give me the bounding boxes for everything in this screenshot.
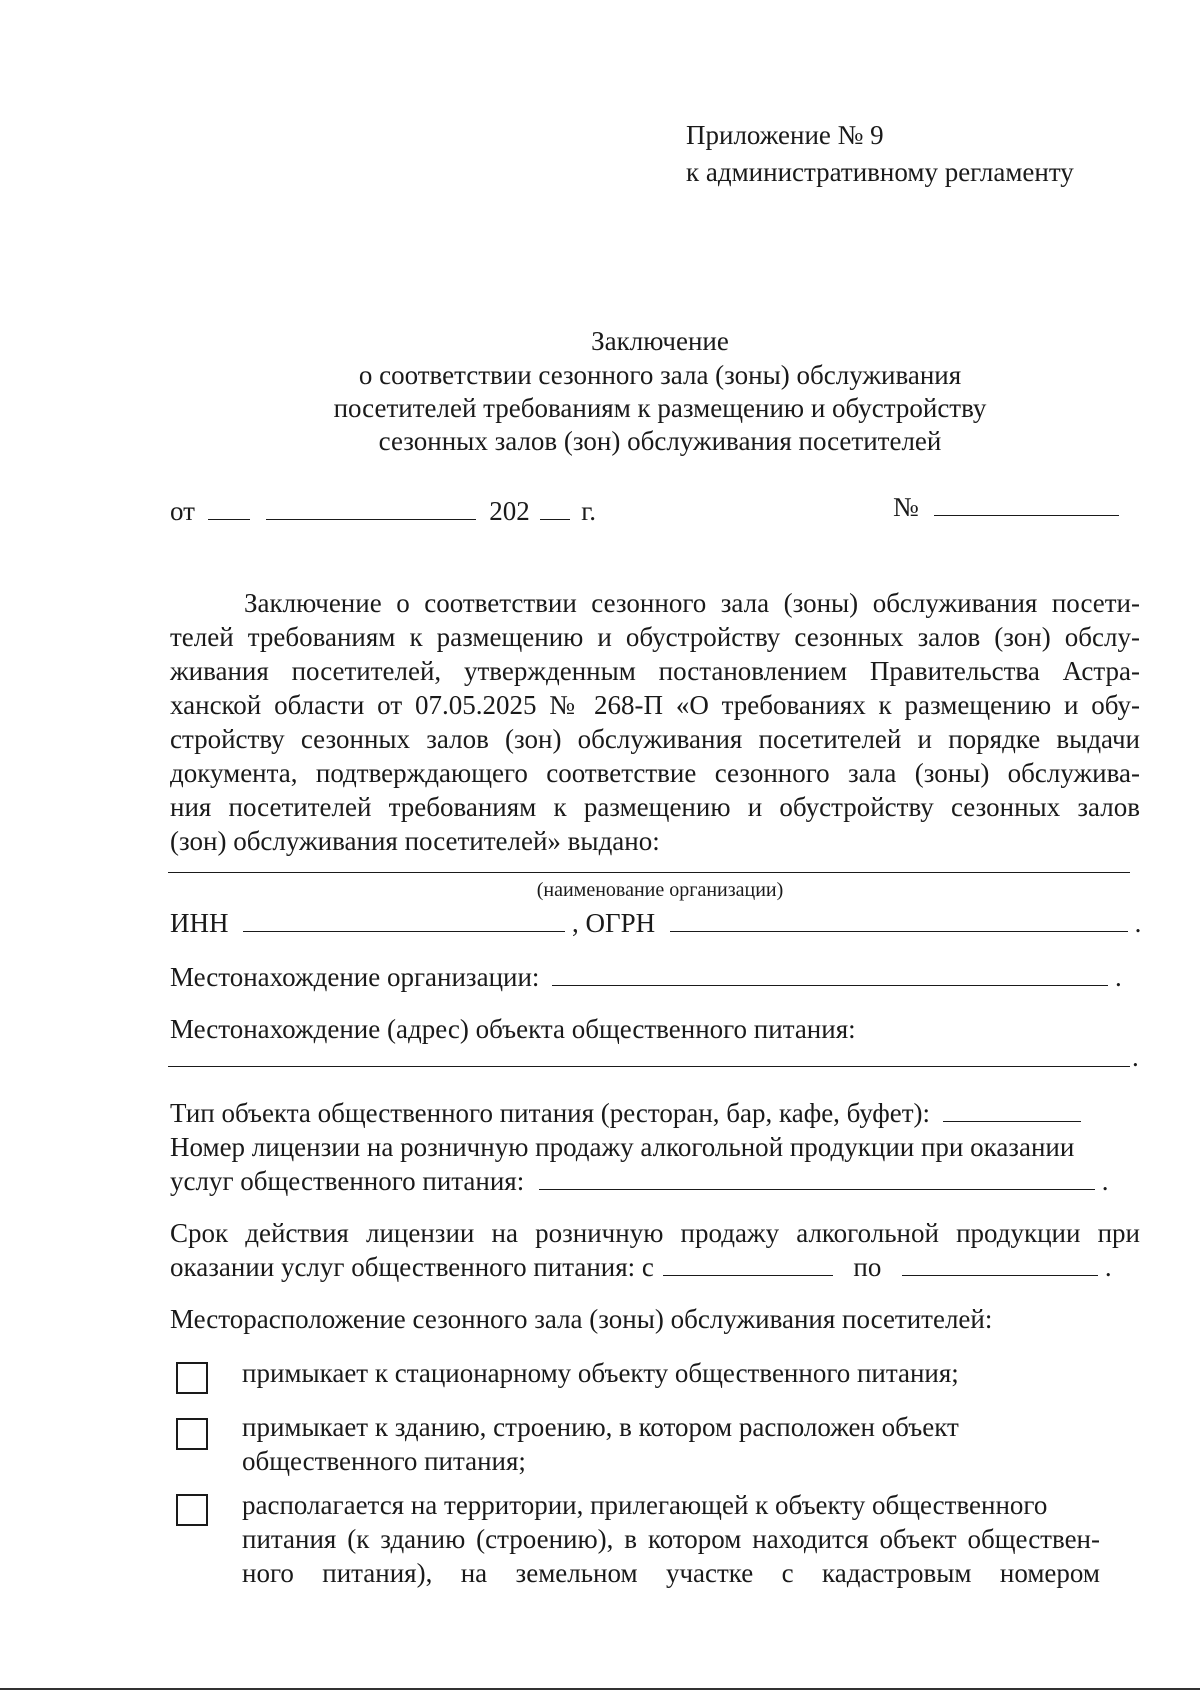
license-number-row — [170, 1164, 1108, 1198]
document-subtitle-1: о соответствии сезонного зала (зоны) обслуживания — [358, 360, 962, 390]
license-term-period: . — [1104, 1252, 1112, 1282]
inn-ogrn-row — [170, 906, 1141, 940]
date-month-field[interactable] — [266, 497, 476, 520]
document-title: Заключение — [591, 326, 729, 356]
number-row — [893, 490, 1119, 524]
date-year-field[interactable] — [540, 497, 570, 520]
license-term-label: Срок действия лицензии на розничную продажу алкогольной продукции при — [170, 1218, 1140, 1248]
number-field[interactable] — [934, 493, 1119, 516]
option-adjacent-to-building-checkbox[interactable] — [176, 1418, 208, 1450]
object-address-label: Местонахождение (адрес) объекта общественного питания: — [170, 1014, 856, 1044]
date-row — [170, 494, 596, 528]
date-day-field[interactable] — [208, 497, 250, 520]
body-line: (зон) обслуживания посетителей» выдано: — [170, 826, 660, 856]
date-from-label: от — [170, 496, 195, 526]
body-line: стройству сезонных залов (зон) обслуживания посетителей и порядке выдачи — [170, 724, 1140, 754]
license-term-to-field[interactable] — [902, 1253, 1098, 1276]
number-label: № — [893, 492, 919, 522]
license-number-label: Номер лицензии на розничную продажу алкогольной продукции при оказании — [170, 1132, 1075, 1162]
date-year-label: 202 — [489, 496, 530, 526]
organization-location-row — [170, 960, 1122, 994]
date-year-suffix: г. — [581, 496, 596, 526]
appendix-reference: к административному регламенту — [686, 157, 1074, 187]
body-line: документа, подтверждающего соответствие сезонного зала (зоны) обслужива- — [170, 758, 1140, 788]
license-number-period: . — [1101, 1166, 1109, 1196]
page-bottom-edge — [0, 1688, 1200, 1690]
object-type-label: Тип объекта общественного питания (ресторан, бар, кафе, буфет): — [170, 1098, 930, 1128]
organization-name-caption: (наименование организации) — [536, 879, 784, 901]
option-adjacent-to-building-label-cont: общественного питания; — [242, 1446, 526, 1476]
location-heading: Месторасположение сезонного зала (зоны) обслуживания посетителей: — [170, 1304, 993, 1334]
option-on-territory-checkbox[interactable] — [176, 1494, 208, 1526]
organization-location-period: . — [1114, 962, 1122, 992]
inn-field[interactable] — [243, 909, 565, 932]
object-type-row — [170, 1096, 1081, 1130]
object-type-field[interactable] — [943, 1099, 1081, 1122]
option-adjacent-to-object-checkbox[interactable] — [176, 1362, 208, 1394]
option-on-territory-label: располагается на территории, прилегающей к объекту общественного — [242, 1490, 1048, 1520]
option-on-territory-label-cont: питания (к зданию (строению), в котором находится объект обществен- — [242, 1524, 1100, 1554]
license-term-to-label: по — [853, 1252, 882, 1282]
license-term-from-field[interactable] — [663, 1253, 833, 1276]
object-address-period: . — [1132, 1042, 1139, 1072]
license-term-from-label: оказании услуг общественного питания: с — [170, 1252, 654, 1282]
option-on-territory-label-cont: ного питания), на земельном участке с кадастровым номером — [242, 1558, 1100, 1588]
document-subtitle-2: посетителей требованиям к размещению и обустройству — [333, 393, 987, 423]
ogrn-label: , ОГРН — [572, 908, 656, 938]
organization-location-label: Местонахождение организации: — [170, 962, 540, 992]
inn-label: ИНН — [170, 908, 229, 938]
license-number-field[interactable] — [539, 1167, 1095, 1190]
organization-location-field[interactable] — [552, 963, 1108, 986]
document-subtitle-3: сезонных залов (зон) обслуживания посетителей — [378, 426, 942, 456]
body-line: Заключение о соответствии сезонного зала (зоны) обслуживания посети- — [244, 588, 1140, 618]
license-term-row — [170, 1250, 1112, 1284]
ogrn-field[interactable] — [670, 909, 1128, 932]
appendix-number: Приложение № 9 — [686, 120, 884, 150]
body-line: телей требованиям к размещению и обустройству сезонных залов (зон) обслу- — [170, 622, 1140, 652]
body-line: живания посетителей, утвержденным постановлением Правительства Астра- — [170, 656, 1140, 686]
body-line: ния посетителей требованиям к размещению и обустройству сезонных залов — [170, 792, 1140, 822]
body-line: ханской области от 07.05.2025 № 268-П «О требованиях к размещению и обу- — [170, 690, 1140, 720]
organization-name-field[interactable] — [168, 872, 1130, 873]
option-adjacent-to-building-label: примыкает к зданию, строению, в котором расположен объект — [242, 1412, 959, 1442]
option-adjacent-to-object-label: примыкает к стационарному объекту общественного питания; — [242, 1358, 959, 1388]
license-number-label-cont: услуг общественного питания: — [170, 1166, 525, 1196]
object-address-field[interactable] — [168, 1066, 1130, 1067]
inn-ogrn-period: . — [1134, 908, 1142, 938]
